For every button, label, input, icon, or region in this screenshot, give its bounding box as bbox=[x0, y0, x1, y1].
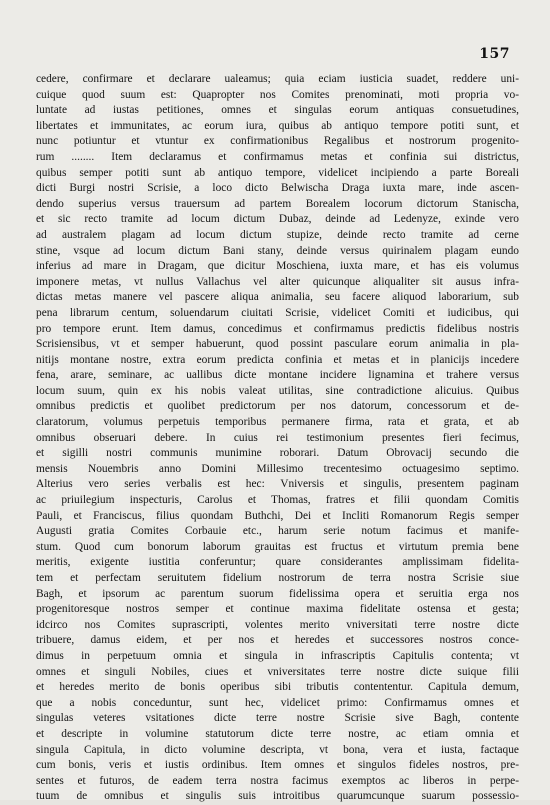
text-line: tem et perfectam seruitutem fidelium nostrorum de terra nostra Scrisie siue bbox=[36, 572, 519, 584]
text-line: Scrisiensibus, vt et semper habuerunt, quod possint pasculare eorum animalia in pla- bbox=[36, 338, 519, 351]
text-line: nunc potiuntur et vtuntur ex confirmationibus Regalibus et nostrorum progenito- bbox=[36, 135, 519, 148]
text-line: mensis Nouembris anno Domini Millesimo trecentesimo octuagesimo septimo. bbox=[36, 462, 519, 475]
text-line: cedere, confirmare et declarare ualeamus; quia eciam iusticia suadet, reddere uni- bbox=[36, 73, 519, 85]
text-line: et sic recto tramite ad locum dictum Dubaz, deinde ad Ledenyze, exinde vero bbox=[36, 213, 519, 226]
page-number: 157 bbox=[479, 46, 510, 62]
text-line: cum bonis, veris et iustis ordinibus. Item omnes et singulos fideles nostros, pre- bbox=[36, 759, 519, 772]
text-line: et sigilli nostri communis munimine roborari. Datum Obrovacij secundo die bbox=[36, 447, 519, 460]
text-line: omnes et singuli Nobiles, ciues et vniversitates terre nostre dicte suique filii bbox=[36, 665, 519, 678]
text-line: fena, arare, seminare, ac uallibus dicte montane incidere lignamina et trahere versus bbox=[36, 369, 519, 382]
text-line: singulas veteres vsitationes dicte terre nostre Scrisie sive Bagh, contente bbox=[36, 712, 519, 725]
text-line: Alterius vero series verbalis est hec: Vniversis et singulis, presentem paginam bbox=[36, 478, 519, 491]
text-line: quibus semper potiti sunt ab antiquo tempore, videlicet incipiendo a parte Boreali bbox=[36, 166, 519, 179]
text-line: idcirco nos Comites suprascripti, volentes merito vniversitati terre nostre dicte bbox=[36, 618, 519, 631]
text-line: et heredes merito de bonis operibus sibi tributis contententur. Capitula demum, bbox=[36, 681, 519, 694]
body-text bbox=[36, 72, 519, 805]
text-line: sentes et futuros, de eadem terra nostra facimus exemptos ac liberos in perpe- bbox=[36, 774, 519, 787]
text-line: Bagh, et ipsorum ac parentum suorum fidelissima opera et seruitia erga nos bbox=[36, 587, 519, 600]
text-line: que a nobis conceduntur, sunt hec, videlicet primo: Confirmamus omnes et bbox=[36, 696, 519, 709]
text-line: dictas metas manere vel pascere aliqua animalia, seu facere aliquod laborarium, sub bbox=[36, 291, 519, 304]
text-line: omnibus obseruari debere. In cuius rei testimonium presentes fieri fecimus, bbox=[36, 431, 519, 444]
text-line: tribuere, damus eidem, et per nos et heredes et successores nostros conce- bbox=[36, 634, 519, 647]
text-line: tuum de omnibus et singulis suis introitibus quarumcunque suarum possessio- bbox=[36, 790, 519, 803]
text-line: meritis, exigente iustitia conferuntur; quare considerantes amplissimam fidelita- bbox=[36, 556, 519, 569]
text-line: imponere metas, vt nullus Vallachus vel alter quicunque aliqualiter sit ausus infra- bbox=[36, 275, 519, 288]
text-line: Augusti gratia Comites Corbauie etc., harum serie notum facimus et manife- bbox=[36, 525, 519, 538]
text-line: stum. Quod cum bonorum laborum grauitas est fructus et virtutum premia bene bbox=[36, 540, 519, 553]
text-line: inferius ad mare in Dragam, que dicitur Moschiena, iuxta mare, et has eis volumus bbox=[36, 260, 519, 273]
text-line: singula Capitula, in dicto volumine descripta, vt bona, vera et iusta, factaque bbox=[36, 743, 519, 756]
text-line: et descripte in volumine statutorum dicte terre nostre, ac etiam omnia et bbox=[36, 727, 519, 740]
text-line: ac priuilegium inspecturis, Carolus et Thomas, fratres et filii quondam Comitis bbox=[36, 494, 519, 507]
text-line: dicti Burgi nostri Scrisie, a loco dicto Belwischa Draga iuxta mare, inde ascen- bbox=[36, 182, 519, 195]
text-line: nitijs montane nostre, extra eorum predicta confinia et metas et in planicijs incedere bbox=[36, 353, 519, 366]
text-line: Pauli, et Franciscus, filius quondam Buthchi, Dei et Incliti Romanorum Regis semper bbox=[36, 509, 519, 522]
text-line: luntate ad iustas petitiones, omnes et singulas eorum antiquas consuetudines, bbox=[36, 104, 519, 117]
text-line: locum suum, quin ex his nobis valeat utilitas, sine contradictione alicuius. Quibus bbox=[36, 384, 519, 397]
text-line: rum ........ Item declaramus et confirmamus metas et confinia sui districtus, bbox=[36, 150, 519, 163]
text-line: stine, vsque ad locum dictum Bani stany, deinde versus quirinalem plagam eundo bbox=[36, 244, 519, 257]
text-line: omnibus predictis et quolibet predictorum per nos datorum, concessorum et de- bbox=[36, 400, 519, 413]
text-line: progenitoresque nostros semper et continue maxima fidelitate ostensa et gesta; bbox=[36, 603, 519, 616]
text-line: pena librarum centum, soluendarum ciuitati Scrisie, videlicet Comiti et iudicibus, qui bbox=[36, 306, 519, 319]
text-line: dendo superius versus trauersum ad partem Borealem locorum dictorum Stanischa, bbox=[36, 197, 519, 210]
text-line: dimus in perpetuum omnia et singula in infrascriptis Capitulis contenta; vt bbox=[36, 649, 519, 662]
text-line: pro tempore erunt. Item damus, concedimus et confirmamus predictis fidelibus nostris bbox=[36, 322, 519, 335]
text-line: cuique quod suum est: Quapropter nos Comites prenominati, moti propria vo- bbox=[36, 88, 519, 101]
text-line: claratorum, volumus perpetuis temporibus permanere firma, rata et grata, et ab bbox=[36, 416, 519, 429]
text-line: libertates et immunitates, ac eorum iura, quibus ab antiquo tempore potiti sunt, et bbox=[36, 119, 519, 132]
text-line: ad australem plagam ad locum dictum stupize, deinde recto tramite ad cerne bbox=[36, 228, 519, 241]
